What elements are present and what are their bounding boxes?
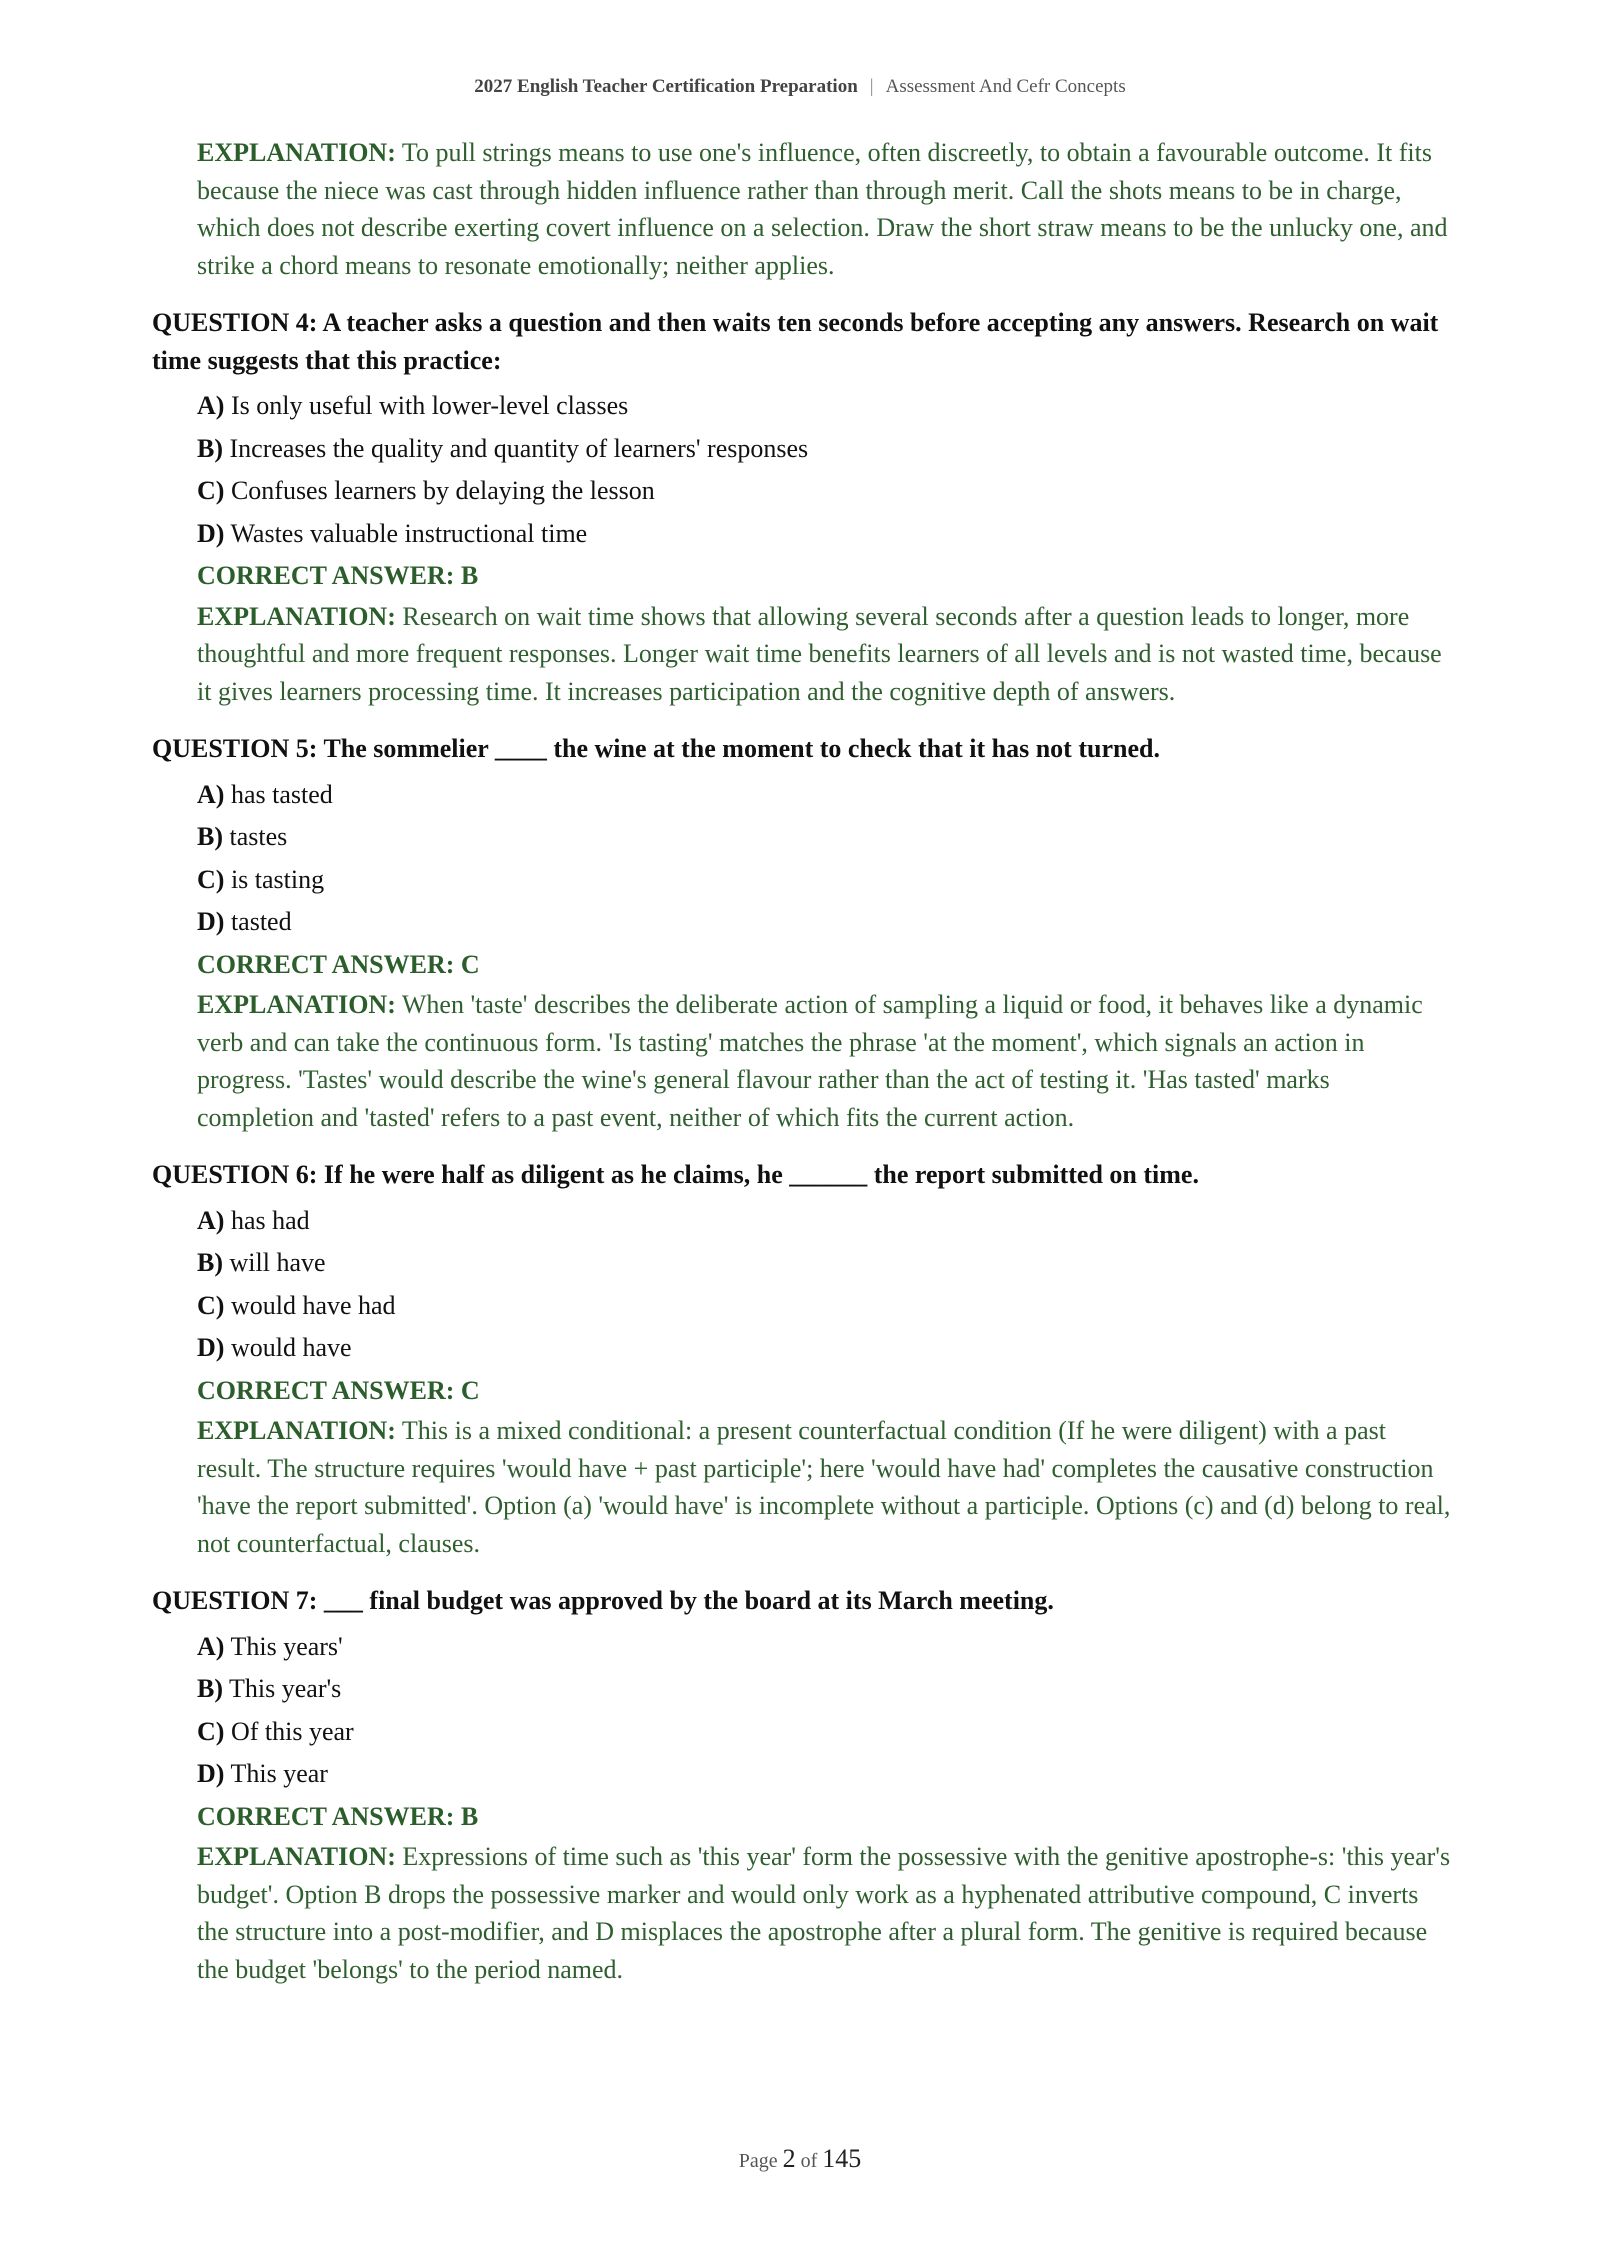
header-title: 2027 English Teacher Certification Preparation [474, 76, 858, 97]
correct-answer: CORRECT ANSWER: B [197, 1801, 479, 1831]
option-letter: A) [197, 1205, 225, 1235]
page-word: Page [738, 2150, 778, 2172]
explanation-block [197, 598, 1452, 711]
answer-option [197, 816, 1452, 859]
answer-option [197, 1285, 1452, 1328]
option-letter: A) [197, 779, 225, 809]
option-text: Of this year [230, 1716, 354, 1746]
explanation-block [197, 134, 1452, 284]
option-letter: D) [197, 1333, 225, 1362]
question-text: If he were half as diligent as he claims, he ______ the report submitted on time. [323, 1160, 1199, 1189]
option-letter: D) [197, 1759, 225, 1788]
header-section: Assessment And Cefr Concepts [885, 76, 1126, 97]
question-heading [152, 1582, 1452, 1620]
option-text: is tasting [230, 864, 325, 894]
answer-option [197, 1327, 1452, 1370]
correct-answer: CORRECT ANSWER: C [197, 949, 480, 979]
answer-option [197, 1200, 1452, 1243]
answer-option [197, 1242, 1452, 1285]
answer-option [197, 1626, 1452, 1669]
question-text: A teacher asks a question and then waits ten seconds before accepting any answers. Research on wait time suggests that this practice: [152, 308, 1439, 375]
page-header [0, 76, 1600, 98]
answer-option [197, 385, 1452, 428]
answer-option [197, 1753, 1452, 1796]
explanation-text: When 'taste' describes the deliberate action of sampling a liquid or food, it behaves like a dynamic verb and can take the continuous form. 'Is tasting' matches the phrase 'at the moment', which signals an action in progress. 'Tastes' would describe the wine's general flavour rather than the act of testing it. 'Has tasted' marks completion and 'tasted' refers to a past event, neither of which fits the current action. [197, 990, 1423, 1132]
option-letter: C) [197, 1716, 225, 1746]
question-label: QUESTION 4: [152, 308, 318, 337]
option-letter: A) [197, 391, 225, 420]
answer-option [197, 470, 1452, 513]
option-text: This years' [230, 1631, 343, 1661]
question-label: QUESTION 7: [152, 1586, 318, 1615]
option-text: This year [230, 1759, 328, 1788]
explanation-label: EXPLANATION: [197, 601, 396, 631]
page-content [152, 134, 1452, 2006]
question-label: QUESTION 5: [152, 734, 318, 763]
page-footer [0, 2144, 1600, 2174]
explanation-label: EXPLANATION: [197, 138, 396, 167]
option-letter: D) [197, 518, 225, 548]
option-letter: D) [197, 907, 225, 936]
answer-option [197, 901, 1452, 944]
correct-answer: CORRECT ANSWER: B [197, 561, 479, 590]
question-heading [152, 1156, 1452, 1194]
answer-option [197, 1711, 1452, 1754]
option-letter: C) [197, 476, 225, 505]
option-text: Confuses learners by delaying the lesson [230, 476, 655, 505]
option-letter: B) [197, 1248, 223, 1277]
explanation-text: Research on wait time shows that allowing several seconds after a question leads to longer, more thoughtful and more frequent responses. Longer wait time benefits learners of all levels and is not wasted time, because it gives learners processing time. It increases participation and the cognitive depth of answers. [197, 601, 1442, 706]
explanation-text: To pull strings means to use one's influence, often discreetly, to obtain a favourable outcome. It fits because the niece was cast through hidden influence rather than through merit. Call the shots means to be in charge, which does not describe exerting covert influence on a selection. Draw the short straw means to be the unlucky one, and strike a chord means to resonate emotionally; neither applies. [197, 138, 1448, 280]
explanation-label: EXPLANATION: [197, 1416, 396, 1445]
answer-option [197, 428, 1452, 471]
of-word: of [800, 2150, 818, 2172]
explanation-label: EXPLANATION: [197, 990, 396, 1019]
question-heading [152, 730, 1452, 768]
option-letter: A) [197, 1631, 225, 1661]
option-text: would have [230, 1333, 352, 1362]
option-text: tastes [229, 822, 288, 851]
answer-option [197, 1668, 1452, 1711]
option-text: Increases the quality and quantity of learners' responses [229, 433, 809, 463]
explanation-block [197, 1838, 1452, 1988]
explanation-text: This is a mixed conditional: a present counterfactual condition (If he were diligent) with a past result. The structure requires 'would have + past participle'; here 'would have had' completes the causative construction 'have the report submitted'. Option (a) 'would have' is incomplete without a participle. Options (c) and (d) belong to real, not counterfactual, clauses. [197, 1416, 1451, 1558]
option-text: would have had [230, 1290, 396, 1320]
total-pages: 145 [822, 2144, 862, 2173]
option-letter: B) [197, 822, 223, 851]
option-text: will have [229, 1248, 326, 1277]
question-label: QUESTION 6: [152, 1160, 318, 1189]
option-text: Wastes valuable instructional time [230, 518, 588, 548]
explanation-block [197, 1412, 1452, 1562]
question-text: The sommelier ____ the wine at the moment to check that it has not turned. [323, 734, 1160, 763]
page-number: 2 [782, 2144, 796, 2173]
option-letter: B) [197, 433, 223, 463]
explanation-text: Expressions of time such as 'this year' form the possessive with the genitive apostrophe-s: 'this year's budget'. Option B drops the possessive marker and would only work as a hyphenated attributive compound, C inverts the structure into a post-modifier, and D misplaces the apostrophe after a plural form. The genitive is required because the budget 'belongs' to the period named. [197, 1842, 1451, 1984]
option-letter: C) [197, 1290, 225, 1320]
header-separator: | [869, 76, 874, 97]
option-text: tasted [230, 907, 292, 936]
option-text: has tasted [230, 779, 333, 809]
option-text: This year's [229, 1674, 342, 1703]
answer-option [197, 774, 1452, 817]
question-heading [152, 304, 1452, 379]
answer-option [197, 513, 1452, 556]
option-text: Is only useful with lower-level classes [230, 391, 629, 420]
answer-option [197, 859, 1452, 902]
explanation-block [197, 986, 1452, 1136]
option-letter: B) [197, 1674, 223, 1703]
question-text: ___ final budget was approved by the board at its March meeting. [323, 1586, 1054, 1615]
option-letter: C) [197, 864, 225, 894]
option-text: has had [230, 1205, 310, 1235]
correct-answer: CORRECT ANSWER: C [197, 1375, 480, 1405]
explanation-label: EXPLANATION: [197, 1842, 396, 1871]
